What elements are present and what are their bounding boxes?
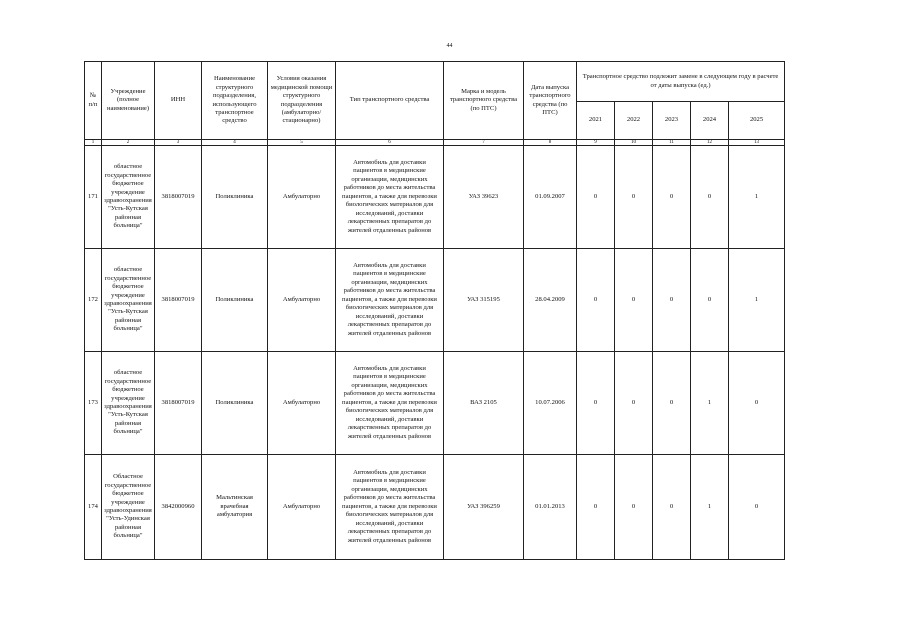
header-release-date: Дата выпуска транспортного средства (по ПТС): [524, 62, 577, 140]
row-y2023: 0: [653, 249, 691, 352]
row-y2025: 1: [729, 249, 785, 352]
row-inn: 3818007019: [155, 249, 202, 352]
header-year-2021: 2021: [577, 102, 615, 140]
row-vehicle-type: Автомобиль для доставки пациентов в медицинские организации, медицинских работников до места жительства пациентов, а также для перевозки биологических материалов для исследований, доставки лекарственных препаратов до жителей отдаленных районов: [336, 249, 444, 352]
row-num: 171: [85, 146, 102, 249]
row-y2025: 0: [729, 455, 785, 560]
row-institution: областное государственное бюджетное учреждение здравоохранения "Усть-Кутская районная больница": [102, 352, 155, 455]
row-num: 174: [85, 455, 102, 560]
header-inn: ИНН: [155, 62, 202, 140]
row-inn: 3818007019: [155, 352, 202, 455]
row-y2022: 0: [615, 352, 653, 455]
column-number: 3: [155, 140, 202, 146]
page-number: 44: [446, 43, 453, 49]
row-brand-model: УАЗ 396259: [444, 455, 524, 560]
row-y2022: 0: [615, 146, 653, 249]
header-year-2022: 2022: [615, 102, 653, 140]
header-replacement-group: Транспортное средство подлежит замене в следующем году в расчете от даты выпуска (ед.): [577, 62, 785, 102]
row-subdivision: Мальтинская врачебная амбулатория: [202, 455, 268, 560]
row-y2023: 0: [653, 146, 691, 249]
vehicle-table: [84, 61, 785, 560]
column-number: 10: [615, 140, 653, 146]
row-institution: Областное государственное бюджетное учреждение здравоохранения "Усть-Удинская районная больница": [102, 455, 155, 560]
column-number: 9: [577, 140, 615, 146]
row-num: 172: [85, 249, 102, 352]
header-institution: Учреждение (полное наименование): [102, 62, 155, 140]
row-inn: 3842000960: [155, 455, 202, 560]
row-vehicle-type: Автомобиль для доставки пациентов в медицинские организации, медицинских работников до места жительства пациентов, а также для перевозки биологических материалов для исследований, доставки лекарственных препаратов до жителей отдаленных районов: [336, 455, 444, 560]
row-inn: 3818007019: [155, 146, 202, 249]
row-y2025: 1: [729, 146, 785, 249]
row-release-date: 01.01.2013: [524, 455, 577, 560]
column-number: 4: [202, 140, 268, 146]
row-y2022: 0: [615, 249, 653, 352]
row-subdivision: Поликлиника: [202, 146, 268, 249]
row-conditions: Амбулаторно: [268, 249, 336, 352]
table-row: [85, 249, 785, 352]
header-year-2025: 2025: [729, 102, 785, 140]
row-brand-model: УАЗ 315195: [444, 249, 524, 352]
row-release-date: 01.09.2007: [524, 146, 577, 249]
column-number: 7: [444, 140, 524, 146]
column-number: 8: [524, 140, 577, 146]
column-number: 11: [653, 140, 691, 146]
row-subdivision: Поликлиника: [202, 352, 268, 455]
row-brand-model: УАЗ 39623: [444, 146, 524, 249]
row-y2024: 1: [691, 455, 729, 560]
row-vehicle-type: Автомобиль для доставки пациентов в медицинские организации, медицинских работников до места жительства пациентов, а также для перевозки биологических материалов для исследований, доставки лекарственных препаратов до жителей отдаленных районов: [336, 146, 444, 249]
row-y2022: 0: [615, 455, 653, 560]
header-brand-model: Марка и модель транспортного средства (по ПТС): [444, 62, 524, 140]
header-conditions: Условия оказания медицинской помощи структурного подразделения (амбулаторно/ стационарно): [268, 62, 336, 140]
table-row: [85, 146, 785, 249]
row-y2023: 0: [653, 455, 691, 560]
header-num: № п/п: [85, 62, 102, 140]
row-num: 173: [85, 352, 102, 455]
column-number: 5: [268, 140, 336, 146]
column-number: 1: [85, 140, 102, 146]
row-y2021: 0: [577, 352, 615, 455]
row-subdivision: Поликлиника: [202, 249, 268, 352]
row-y2024: 1: [691, 352, 729, 455]
row-y2024: 0: [691, 249, 729, 352]
row-y2025: 0: [729, 352, 785, 455]
row-release-date: 28.04.2009: [524, 249, 577, 352]
row-conditions: Амбулаторно: [268, 146, 336, 249]
row-conditions: Амбулаторно: [268, 352, 336, 455]
row-y2021: 0: [577, 249, 615, 352]
row-institution: областное государственное бюджетное учреждение здравоохранения "Усть-Кутская районная больница": [102, 146, 155, 249]
row-y2021: 0: [577, 455, 615, 560]
column-number: 2: [102, 140, 155, 146]
row-release-date: 10.07.2006: [524, 352, 577, 455]
header-year-2023: 2023: [653, 102, 691, 140]
header-year-2024: 2024: [691, 102, 729, 140]
row-conditions: Амбулаторно: [268, 455, 336, 560]
header-row: [85, 62, 785, 102]
header-vehicle-type: Тип транспортного средства: [336, 62, 444, 140]
row-y2024: 0: [691, 146, 729, 249]
row-brand-model: ВАЗ 2105: [444, 352, 524, 455]
row-y2023: 0: [653, 352, 691, 455]
table-row: [85, 352, 785, 455]
table-row: [85, 455, 785, 560]
row-y2021: 0: [577, 146, 615, 249]
column-number: 12: [691, 140, 729, 146]
header-subdivision: Наименование структурного подразделения, использующего транспортное средство: [202, 62, 268, 140]
row-vehicle-type: Автомобиль для доставки пациентов в медицинские организации, медицинских работников до места жительства пациентов, а также для перевозки биологических материалов для исследований, доставки лекарственных препаратов до жителей отдаленных районов: [336, 352, 444, 455]
column-number: 6: [336, 140, 444, 146]
row-institution: областное государственное бюджетное учреждение здравоохранения "Усть-Кутская районная больница": [102, 249, 155, 352]
column-number: 13: [729, 140, 785, 146]
